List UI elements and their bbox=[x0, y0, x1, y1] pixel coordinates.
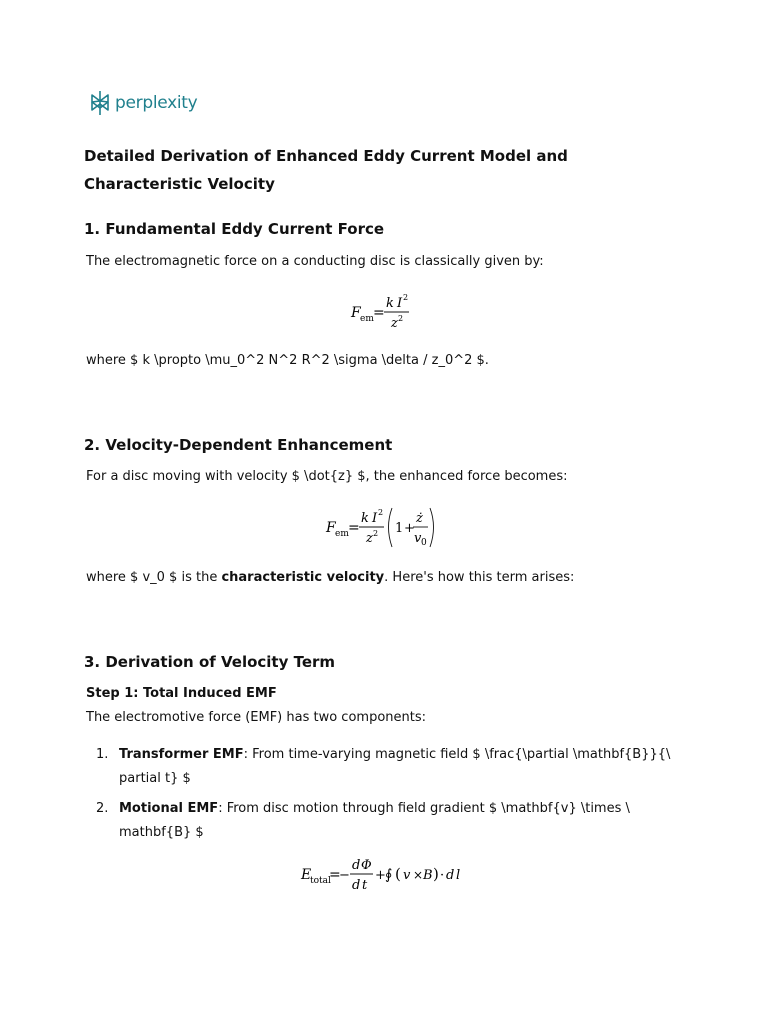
math-symbol: d bbox=[352, 878, 361, 893]
section-2-intro: For a disc moving with velocity $ \dot{z} $, the enhanced force becomes: bbox=[86, 469, 568, 484]
math-operator: − bbox=[339, 868, 350, 883]
math-symbol: t bbox=[362, 878, 368, 893]
math-subscript: total bbox=[310, 876, 331, 886]
math-subscript: 0 bbox=[421, 538, 427, 548]
section-heading-3: 3. Derivation of Velocity Term bbox=[84, 653, 336, 671]
math-operator: = bbox=[329, 867, 341, 883]
list-item-bold: Motional EMF bbox=[119, 801, 219, 816]
note-prefix: where $ v_0 $ is the bbox=[86, 570, 222, 585]
math-subscript: em bbox=[335, 529, 349, 539]
math-symbol: I bbox=[397, 296, 403, 311]
math-symbol: k bbox=[361, 511, 369, 526]
emf-components-list bbox=[96, 743, 696, 845]
math-superscript: 2 bbox=[373, 529, 379, 538]
list-number: 2. bbox=[96, 801, 109, 816]
section-3-intro: The electromotive force (EMF) has two components: bbox=[86, 710, 426, 725]
math-symbol: v bbox=[414, 531, 422, 546]
section-2-note bbox=[86, 569, 574, 587]
math-operator: + bbox=[404, 521, 415, 536]
math-paren: ( bbox=[395, 865, 401, 883]
math-symbol: d bbox=[352, 858, 361, 873]
equation-force-enhanced bbox=[0, 503, 768, 551]
list-item bbox=[96, 797, 696, 845]
math-operator: + bbox=[375, 868, 386, 883]
list-item-text: : From time-varying magnetic field $ \frac{\partial \mathbf{B}}{\ bbox=[243, 747, 671, 762]
section-1-intro: The electromagnetic force on a conducting disc is classically given by: bbox=[86, 254, 544, 269]
equation-emf-total bbox=[0, 852, 768, 896]
section-1-note: where $ k \propto \mu_0^2 N^2 R^2 \sigma \delta / z_0^2 $. bbox=[86, 353, 489, 368]
note-suffix: . Here's how this term arises: bbox=[384, 570, 575, 585]
section-heading-1: 1. Fundamental Eddy Current Force bbox=[84, 220, 385, 238]
math-superscript: 2 bbox=[398, 314, 404, 323]
math-symbol: E bbox=[301, 867, 312, 883]
math-symbol: ż bbox=[416, 511, 423, 526]
section-heading-2: 2. Velocity-Dependent Enhancement bbox=[84, 436, 393, 454]
math-symbol: l bbox=[456, 868, 461, 883]
list-number: 1. bbox=[96, 747, 109, 762]
note-bold-term: characteristic velocity bbox=[221, 570, 385, 585]
math-operator: = bbox=[373, 305, 385, 321]
math-symbol: B bbox=[423, 868, 433, 883]
equation-force-basic bbox=[0, 290, 768, 334]
math-symbol: z bbox=[366, 531, 373, 546]
math-symbol: F bbox=[326, 520, 336, 536]
math-superscript: 2 bbox=[403, 293, 409, 302]
math-symbol: v bbox=[403, 868, 411, 883]
list-item-text: : From disc motion through field gradient $ \mathbf{v} \times \ bbox=[218, 801, 630, 816]
equation-svg bbox=[324, 503, 444, 551]
math-symbol: F bbox=[351, 305, 361, 321]
math-superscript: 2 bbox=[378, 508, 384, 517]
list-item-text-cont: partial t} $ bbox=[119, 771, 191, 786]
math-symbol: k bbox=[386, 296, 394, 311]
math-operator: × bbox=[413, 868, 424, 882]
perplexity-logo bbox=[89, 90, 197, 116]
math-symbol: z bbox=[391, 316, 398, 331]
equation-svg bbox=[299, 852, 469, 896]
left-paren bbox=[389, 508, 393, 547]
step-heading: Step 1: Total Induced EMF bbox=[86, 686, 277, 701]
logo-text: perplexity bbox=[115, 93, 198, 113]
math-operator: · bbox=[440, 868, 445, 883]
right-paren bbox=[430, 508, 434, 547]
math-number: 1 bbox=[395, 521, 404, 536]
contour-integral-symbol: ∮ bbox=[385, 867, 393, 883]
math-symbol: I bbox=[372, 511, 378, 526]
perplexity-logo-icon bbox=[89, 90, 111, 116]
math-operator: = bbox=[348, 520, 360, 536]
math-symbol: Φ bbox=[361, 858, 372, 873]
math-subscript: em bbox=[360, 314, 374, 324]
math-symbol: d bbox=[446, 868, 455, 883]
equation-svg bbox=[349, 290, 419, 334]
list-item-bold: Transformer EMF bbox=[119, 747, 244, 762]
list-item-text-cont: mathbf{B} $ bbox=[119, 825, 204, 840]
list-item bbox=[96, 743, 696, 791]
page-title: Detailed Derivation of Enhanced Eddy Current Model and Characteristic Velocity bbox=[84, 147, 568, 193]
math-paren: ) bbox=[433, 865, 439, 883]
